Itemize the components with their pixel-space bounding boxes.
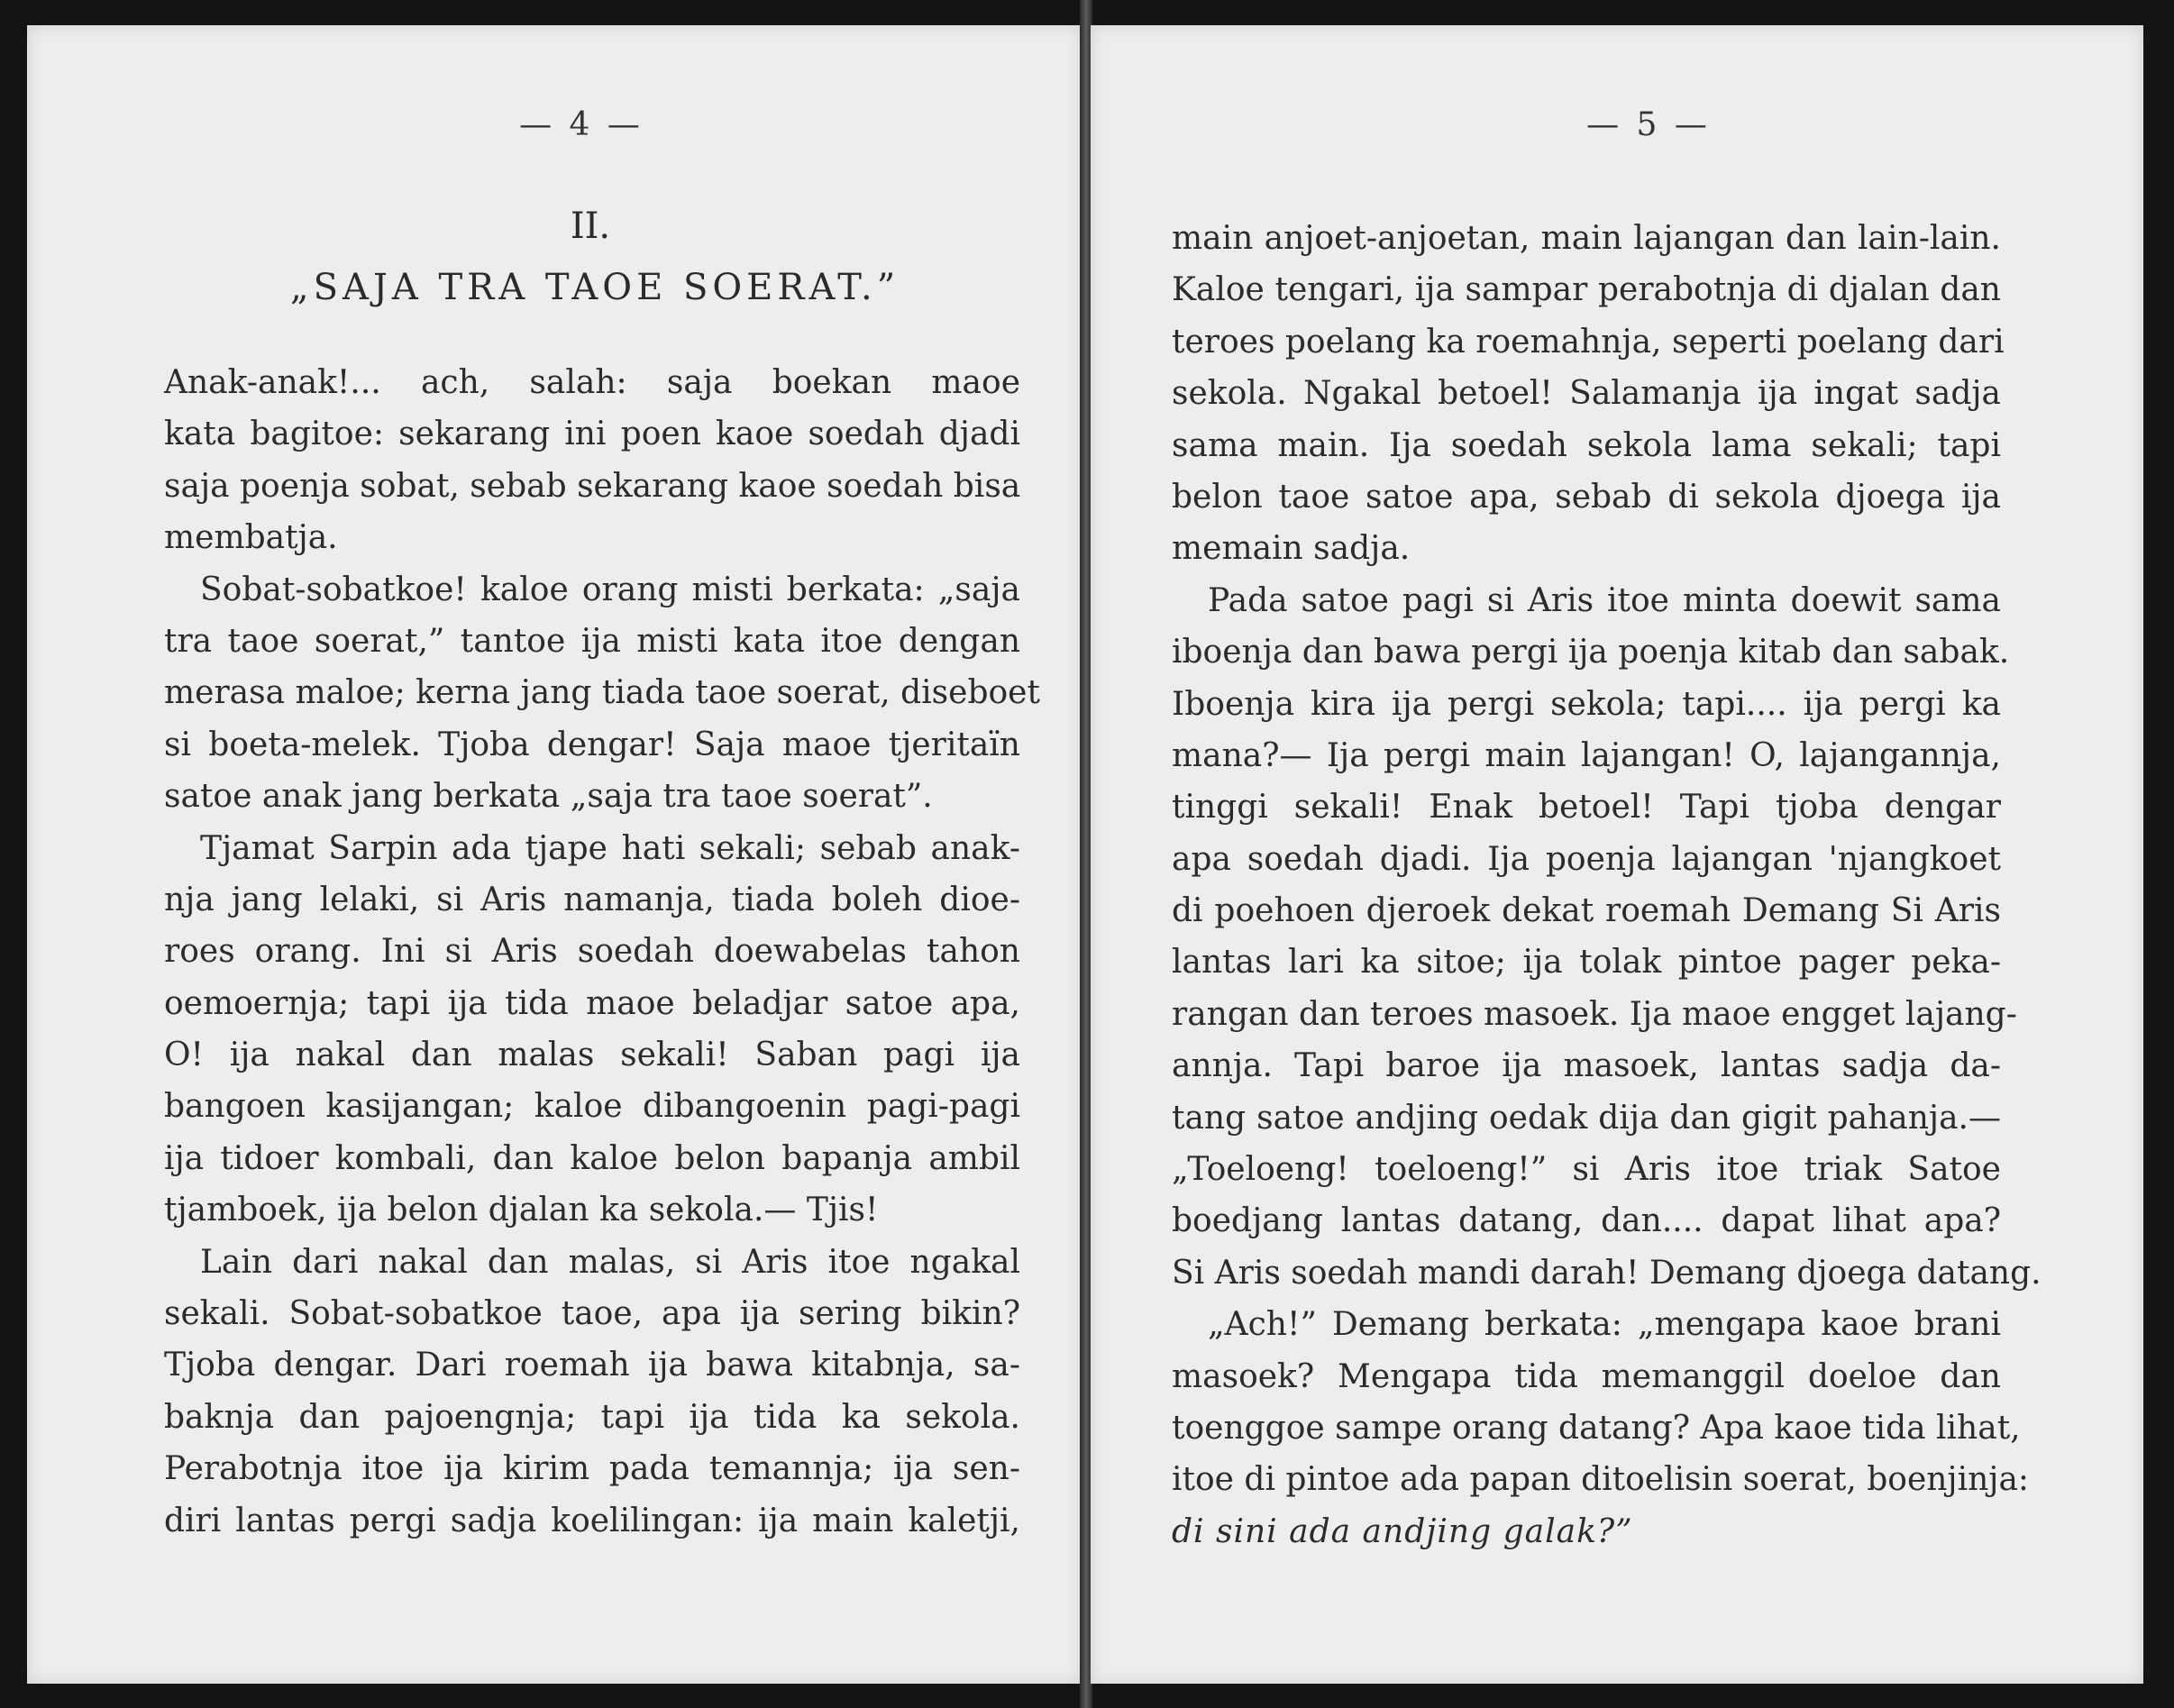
left-page-text bbox=[164, 357, 1040, 1547]
text-line: annja. Tapi baroe ija masoek, lantas sadja da- bbox=[1172, 1047, 2001, 1085]
text-line: Perabotnja itoe ija kirim pada temannja; ija sen- bbox=[164, 1450, 1020, 1488]
text-line: Tjoba dengar. Dari roemah ija bawa kitabnja, sa- bbox=[164, 1347, 1020, 1384]
text-line: roes orang. Ini si Aris soedah doewabelas tahon bbox=[164, 933, 1020, 971]
text-line: diri lantas pergi sadja koelilingan: ija main kaletji, bbox=[164, 1502, 1020, 1539]
text-line: saja poenja sobat, sebab sekarang kaoe soedah bisa bbox=[164, 467, 1021, 505]
text-line: di poehoen djeroek dekat roemah Demang Si Aris bbox=[1172, 892, 2001, 930]
text-line: toenggoe sampe orang datang? Apa kaoe tida lihat, bbox=[1172, 1409, 2021, 1447]
text-line: bangoen kasijangan; kaloe dibangoenin pagi-pagi bbox=[164, 1088, 1020, 1126]
text-line: kata bagitoe: sekarang ini poen kaoe soedah djadi bbox=[164, 416, 1020, 453]
text-line: main anjoet-anjoetan, main lajangan dan lain-lain. bbox=[1172, 220, 2001, 257]
text-line: satoe anak jang berkata „saja tra taoe soerat”. bbox=[164, 778, 933, 816]
text-line: tra taoe soerat,” tantoe ija misti kata itoe dengan bbox=[164, 622, 1020, 660]
left-page bbox=[27, 25, 1082, 1684]
text-line: „Toeloeng! toeloeng!” si Aris itoe triak Satoe bbox=[1172, 1151, 2001, 1189]
text-line: boedjang lantas datang, dan.... dapat lihat apa? bbox=[1172, 1202, 2001, 1240]
right-page-text bbox=[1172, 213, 2042, 1557]
text-line: merasa maloe; kerna jang tiada taoe soerat, diseboet bbox=[164, 674, 1040, 712]
text-line: Lain dari nakal dan malas, si Aris itoe ngakal bbox=[200, 1243, 1020, 1281]
text-line: Sobat-sobatkoe! kaloe orang misti berkata: „saja bbox=[200, 571, 1020, 608]
text-line: Kaloe tengari, ija sampar perabotnja di djalan dan bbox=[1172, 271, 2001, 309]
text-line: ija tidoer kombali, dan kaloe belon bapanja ambil bbox=[164, 1139, 1020, 1177]
text-line: tinggi sekali! Enak betoel! Tapi tjoba dengar bbox=[1172, 789, 2001, 827]
text-line: masoek? Mengapa tida memanggil doeloe dan bbox=[1172, 1357, 2001, 1395]
text-line: „Ach!” Demang berkata: „mengapa kaoe brani bbox=[1208, 1306, 2001, 1344]
text-line: Si Aris soedah mandi darah! Demang djoega datang. bbox=[1172, 1254, 2042, 1292]
text-line: iboenja dan bawa pergi ija poenja kitab dan sabak. bbox=[1172, 634, 2010, 671]
text-line: nja jang lelaki, si Aris namanja, tiada boleh dioe- bbox=[164, 881, 1020, 918]
chapter-title: „SAJA TRA TAOE SOERAT.” bbox=[289, 267, 900, 308]
text-line: sama main. Ija soedah sekola lama sekali; tapi bbox=[1172, 426, 2001, 464]
text-line: Iboenja kira ija pergi sekola; tapi.... ija pergi ka bbox=[1172, 685, 2001, 723]
text-line: di sini ada andjing galak?” bbox=[1172, 1512, 1633, 1550]
text-line: rangan dan teroes masoek. Ija maoe engget lajang- bbox=[1172, 995, 2017, 1033]
text-line: mana?— Ija pergi main lajangan! O, lajangannja, bbox=[1172, 736, 2001, 774]
text-line: O! ija nakal dan malas sekali! Saban pagi ija bbox=[164, 1037, 1020, 1074]
text-line: belon taoe satoe apa, sebab di sekola djoega ija bbox=[1172, 478, 2001, 516]
right-page bbox=[1091, 25, 2143, 1684]
text-line: Tjamat Sarpin ada tjape hati sekali; sebab anak- bbox=[200, 829, 1020, 867]
text-line: si boeta-melek. Tjoba dengar! Saja maoe tjeritaïn bbox=[164, 726, 1020, 763]
text-line: Pada satoe pagi si Aris itoe minta doewit sama bbox=[1208, 581, 2001, 619]
text-line: apa soedah djadi. Ija poenja lajangan 'njangkoet bbox=[1172, 840, 2001, 878]
text-line: teroes poelang ka roemahnja, seperti poelang dari bbox=[1172, 323, 2005, 361]
page-number: — 4 — bbox=[519, 106, 644, 143]
text-line: lantas lari ka sitoe; ija tolak pintoe pager peka- bbox=[1172, 944, 2001, 982]
text-line: membatja. bbox=[164, 519, 338, 557]
text-line: memain sadja. bbox=[1172, 530, 1411, 568]
page-number: — 5 — bbox=[1586, 106, 1711, 143]
text-line: tang satoe andjing oedak dija dan gigit pahanja.— bbox=[1172, 1099, 2001, 1137]
text-line: baknja dan pajoengnja; tapi ija tida ka sekola. bbox=[164, 1398, 1020, 1436]
text-line: oemoernja; tapi ija tida maoe beladjar satoe apa, bbox=[164, 984, 1020, 1022]
text-line: itoe di pintoe ada papan ditoelisin soerat, boenjinja: bbox=[1172, 1461, 2030, 1499]
text-line: sekola. Ngakal betoel! Salamanja ija ingat sadja bbox=[1172, 375, 2001, 413]
text-line: sekali. Sobat-sobatkoe taoe, apa ija sering bikin? bbox=[164, 1295, 1020, 1333]
text-line: tjamboek, ija belon djalan ka sekola.— Tjis! bbox=[164, 1192, 879, 1229]
text-line: Anak-anak!... ach, salah: saja boekan maoe bbox=[164, 364, 1020, 401]
chapter-number: II. bbox=[570, 206, 611, 247]
